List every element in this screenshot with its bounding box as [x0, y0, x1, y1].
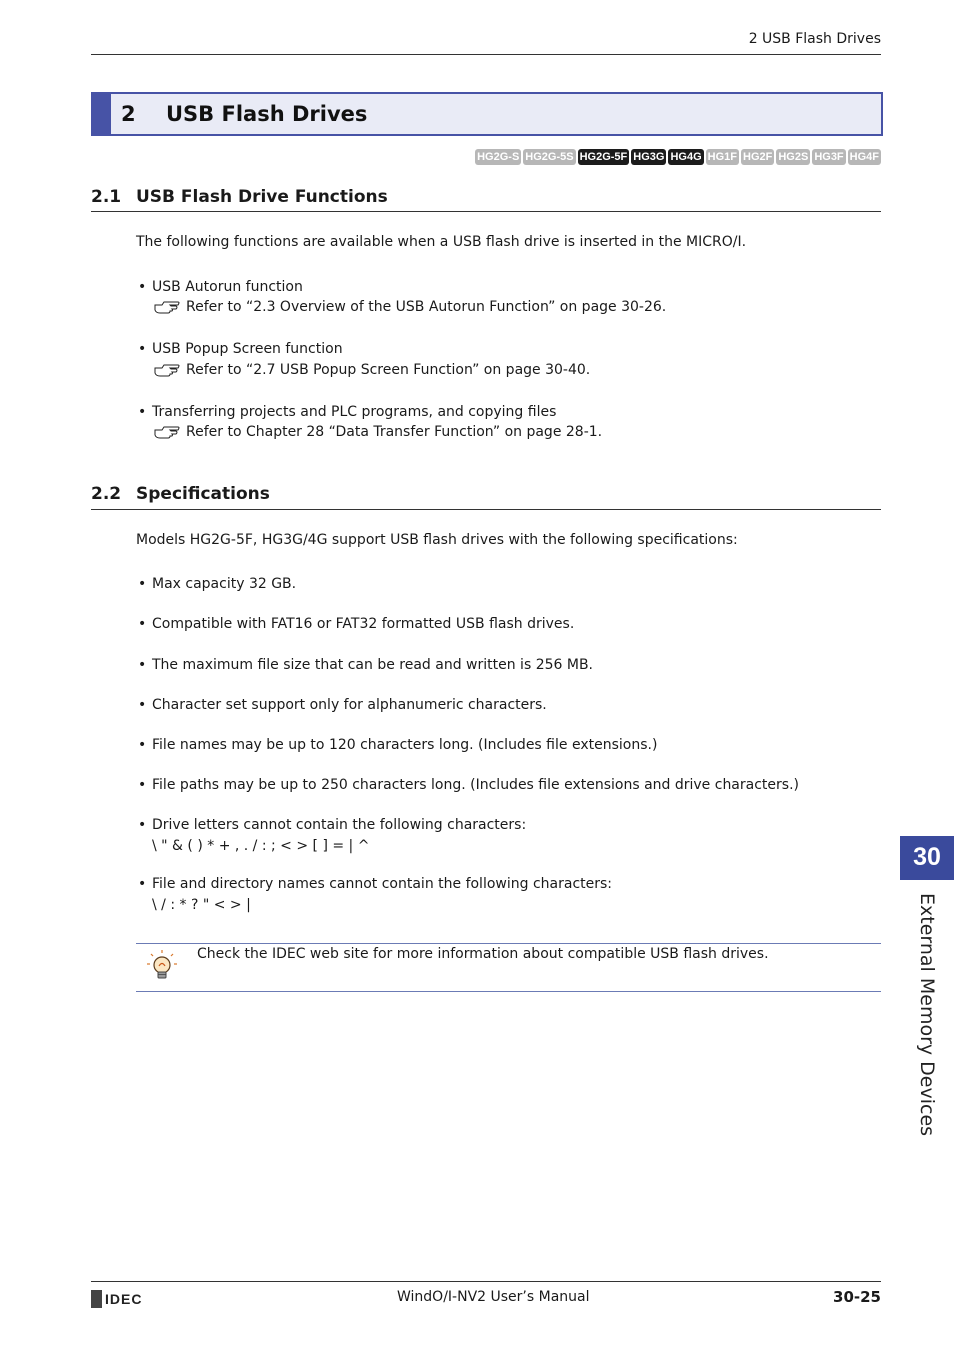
spec-item: • Compatible with FAT16 or FAT32 formatted USB flash drives. [138, 616, 575, 632]
spec-text: File paths may be up to 250 characters long. (Includes file extensions and drive characters.) [152, 777, 799, 793]
note-bottom-rule [136, 991, 881, 992]
spec-text: File and directory names cannot contain the following characters: [152, 876, 613, 892]
lightbulb-icon [146, 949, 180, 987]
model-badge: HG2F [743, 151, 773, 163]
model-badge-active: HG2G-5F [579, 151, 628, 163]
header-rule [91, 54, 881, 55]
bullet-item: • USB Popup Screen function [138, 341, 343, 357]
running-header: 2 USB Flash Drives [748, 31, 881, 47]
logo-mark [91, 1290, 102, 1308]
footer-rule [91, 1281, 881, 1282]
spec-item: • Drive letters cannot contain the following characters: [138, 817, 527, 833]
section-number: 2.2 [91, 484, 122, 504]
section-title: Specifications [136, 484, 270, 504]
pointing-hand-icon [154, 425, 181, 439]
model-badge-active: HG3G [633, 151, 665, 163]
logo-text: IDEC [105, 1291, 143, 1307]
model-badges [475, 149, 881, 165]
model-badge: HG2G-5S [525, 151, 574, 163]
cross-reference-text: Refer to “2.3 Overview of the USB Autorun Function” on page 30-26. [186, 299, 667, 315]
spec-text: Drive letters cannot contain the following characters: [152, 817, 527, 833]
model-badge: HG1F [707, 151, 737, 163]
pointing-hand-icon [154, 300, 181, 314]
cross-reference-text: Refer to “2.7 USB Popup Screen Function” on page 30-40. [186, 362, 591, 378]
bullet-text: Transferring projects and PLC programs, and copying files [152, 404, 557, 420]
spec-item: • Character set support only for alphanumeric characters. [138, 697, 547, 713]
model-badge: HG4F [849, 151, 879, 163]
spec-text: The maximum file size that can be read and written is 256 MB. [152, 657, 593, 673]
forbidden-drive-characters: \ " & ( ) * + , . / : ; < > [ ] = | ^ [152, 838, 370, 854]
section-rule [91, 211, 881, 212]
chapter-accent-bar [93, 94, 111, 134]
spec-text: Max capacity 32 GB. [152, 576, 297, 592]
chapter-tab-label: External Memory Devices [916, 893, 938, 1137]
section-intro: Models HG2G-5F, HG3G/4G support USB flash drives with the following specifications: [136, 532, 738, 548]
forbidden-file-characters: \ / : * ? " < > | [152, 897, 251, 913]
chapter-title: USB Flash Drives [166, 102, 368, 126]
spec-item: • File and directory names cannot contain the following characters: [138, 876, 613, 892]
bullet-text: USB Popup Screen function [152, 341, 343, 357]
spec-text: Character set support only for alphanumeric characters. [152, 697, 547, 713]
bullet-item: • Transferring projects and PLC programs, and copying files [138, 404, 557, 420]
section-title: USB Flash Drive Functions [136, 187, 388, 207]
cross-reference-link[interactable] [154, 299, 666, 315]
section-rule [91, 509, 881, 510]
note-text: Check the IDEC web site for more information about compatible USB flash drives. [197, 946, 769, 962]
pointing-hand-icon [154, 363, 181, 377]
manual-title: WindO/I-NV2 User’s Manual [397, 1289, 590, 1305]
section-intro: The following functions are available when a USB flash drive is inserted in the MICRO/I. [136, 234, 747, 250]
model-badge: HG2G-S [477, 151, 520, 163]
spec-text: Compatible with FAT16 or FAT32 formatted USB flash drives. [152, 616, 575, 632]
model-badge: HG3F [814, 151, 844, 163]
model-badge-active: HG4G [670, 151, 702, 163]
bullet-item: • USB Autorun function [138, 279, 303, 295]
chapter-heading [91, 92, 883, 136]
chapter-tab[interactable] [900, 836, 954, 880]
model-badge: HG2S [778, 151, 809, 163]
spec-item: • File paths may be up to 250 characters long. (Includes file extensions and drive characters.) [138, 777, 799, 793]
note-top-rule [136, 943, 881, 944]
cross-reference-link[interactable] [154, 362, 590, 378]
section-number: 2.1 [91, 187, 122, 207]
page-number: 30-25 [833, 1288, 881, 1306]
spec-text: File names may be up to 120 characters long. (Includes file extensions.) [152, 737, 658, 753]
cross-reference-link[interactable] [154, 424, 602, 440]
spec-item: • File names may be up to 120 characters long. (Includes file extensions.) [138, 737, 658, 753]
spec-item: • The maximum file size that can be read and written is 256 MB. [138, 657, 593, 673]
chapter-number: 2 [121, 102, 136, 126]
chapter-tab-number: 30 [913, 843, 941, 871]
spec-item: • Max capacity 32 GB. [138, 576, 297, 592]
cross-reference-text: Refer to Chapter 28 “Data Transfer Function” on page 28-1. [186, 424, 603, 440]
bullet-text: USB Autorun function [152, 279, 303, 295]
idec-logo [91, 1290, 142, 1308]
